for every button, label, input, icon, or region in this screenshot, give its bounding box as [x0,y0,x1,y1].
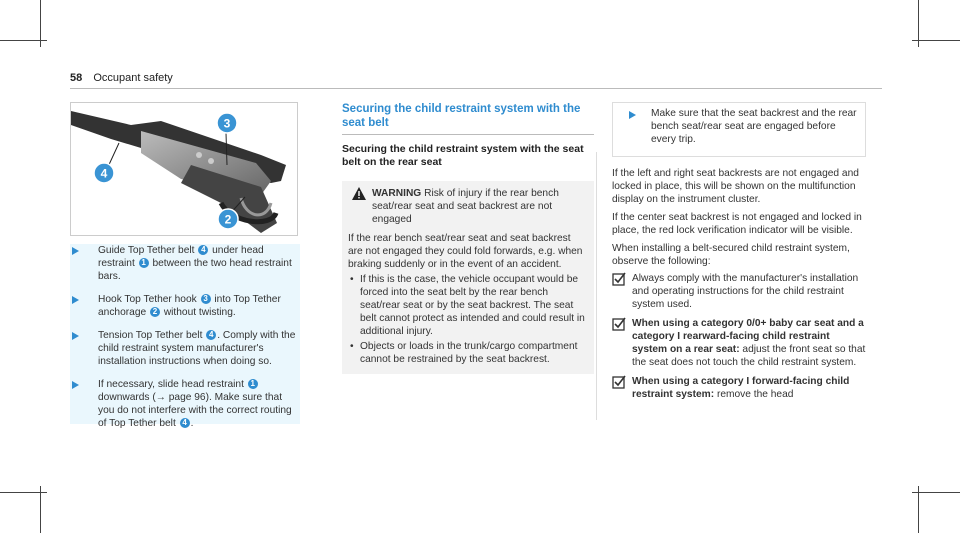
warning-bullet: • Objects or loads in the trunk/cargo compartment cannot be restrained by the seat backrest. [348,340,588,366]
instruction-step [70,293,300,319]
checklist-text: remove the head [714,389,794,400]
step-text: between the two head restraint bars. [98,258,292,282]
paragraph: If the left and right seat backrests are not engaged and locked in place, this will be shown on the multifunction display on the instrument cluster. [612,168,859,205]
step-text: Tension Top Tether belt [98,330,206,341]
header-rule [70,88,882,89]
warning-label: WARNING [372,188,422,199]
step-text: If necessary, slide head restraint [98,379,247,390]
paragraph: When installing a belt-secured child restraint system, observe the following: [612,243,850,267]
callout-badge: 1 [248,379,258,389]
step-text: without twisting. [160,307,236,318]
warning-bullet: • If this is the case, the vehicle occupant would be forced into the seat belt by the rear bench seat/rear seat or by the seat backrest. The seat belt cannot protect as intended and could result in additional injury. [348,273,588,338]
step-text: . Comply with the child restraint system manufacturer's installation instructions when doing so. [98,330,296,367]
paragraph: If the center seat backrest is not engaged and locked in place, the red lock verification indicator will be visible. [612,212,862,236]
crop-mark [918,486,919,533]
crop-mark [40,486,41,533]
checklist-bold: When using a category I forward-facing child restraint system: [632,376,850,400]
checklist-item [612,317,866,369]
callout-3 [217,113,237,133]
right-column [612,102,866,407]
section-heading: Securing the child restraint system with the seat belt [342,103,581,129]
callout-badge: 1 [139,258,149,268]
checklist-text: adjust the front seat so that the seat does not touch the child restraint system. [632,344,866,368]
page-number: 58 [70,72,83,84]
callout-2-label: 2 [224,212,232,227]
instruction-list [70,244,300,429]
step-text: . [190,418,194,429]
checklist-item [612,375,866,401]
callout-2 [218,209,238,229]
checklist-bold: When using a category 0/0+ baby car seat and a category I rearward-facing child restraint system on a rear seat: [632,318,864,355]
step-text: downwards (→ page 96). Make sure that you do not interfere with the correct routing of Top Tether belt [98,392,292,429]
callout-badge: 4 [198,245,208,255]
top-tether-illustration [71,103,297,235]
subheading: Securing the child restraint system with the seat belt on the rear seat [342,143,584,168]
callout-badge: 3 [201,294,211,304]
checklist-text: Always comply with the manufacturer's installation and operating instructions for the child restraint system used. [632,273,859,310]
crop-mark [912,492,960,493]
checkbox-icon [612,375,626,389]
middle-column [342,102,594,374]
step-text: into Top Tether anchorage [98,294,281,318]
callout-4 [94,163,114,183]
step-arrow-icon [629,111,636,119]
callout-badge: 4 [180,418,190,428]
instruction-step [70,244,300,283]
instruction-step [70,378,300,430]
instruction-step [70,329,300,368]
step-text: Guide Top Tether belt [98,245,198,256]
step-arrow-icon [72,332,79,340]
checklist-item [612,272,866,311]
heading-rule [342,134,594,135]
warning-icon [352,187,366,200]
checkbox-icon [612,272,626,286]
callout-badge: 2 [150,307,160,317]
section-title: Occupant safety [93,72,173,84]
callout-4-label: 4 [100,166,108,181]
warning-box [342,181,594,374]
warning-body: If the rear bench seat/rear seat and seat backrest are not engaged they could fold forwards, e.g. when braking suddenly or in the event of an accident. [348,233,583,270]
step-arrow-icon [72,381,79,389]
step-text: under head restraint [98,245,264,269]
column-divider [596,152,597,420]
step-arrow-icon [72,296,79,304]
checkbox-icon [612,317,626,331]
crop-mark [0,40,47,41]
tip-box [612,102,866,157]
page-header [70,72,173,84]
step-arrow-icon [72,247,79,255]
crop-mark [912,40,960,41]
step-text: Hook Top Tether hook [98,294,200,305]
figure [70,102,298,236]
warning-text: Risk of injury if the rear bench seat/rear seat and seat backrest are not engaged [372,188,559,225]
crop-mark [0,492,47,493]
tip-text: Make sure that the seat backrest and the rear bench seat/rear seat are engaged before every trip. [651,108,857,145]
callout-badge: 4 [206,330,216,340]
callout-3-label: 3 [223,116,231,131]
